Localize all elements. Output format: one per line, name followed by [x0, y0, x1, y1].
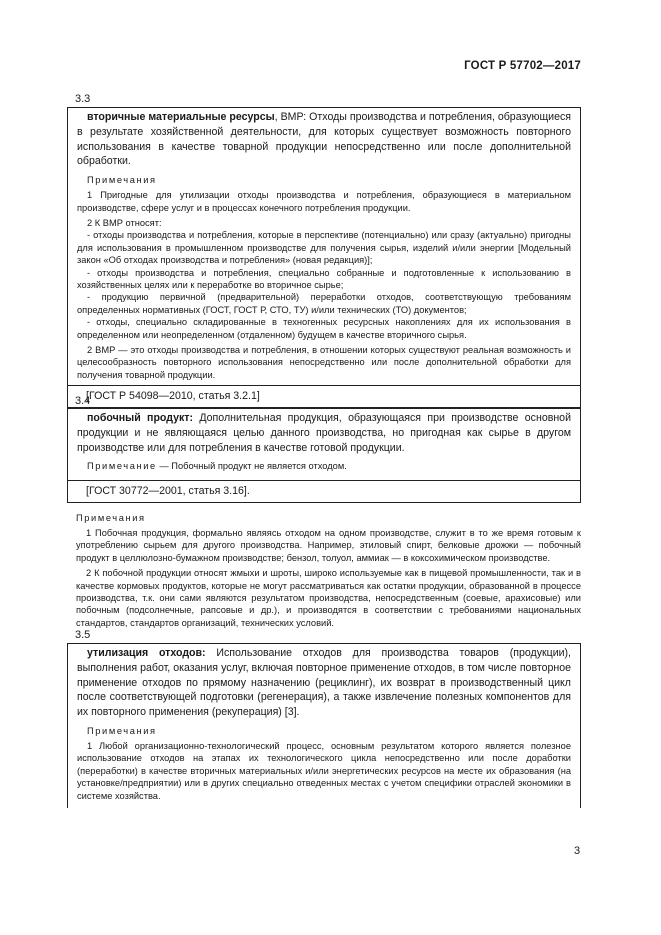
- page-number: 3: [574, 845, 581, 857]
- term-text: Использование отходов для производства товаров (продукции), выполнения работ, оказания услуг, включая повторное применение отходов, в том числе повторное применение отходов по прямому назначению (рециклинг), их возврат в производственный цикл после соответствующей подготовки (регенерация), а также извлечение полезных компонентов для их повторного применения (рекуперация) [3].: [77, 647, 571, 719]
- note-1: 1 Побочная продукция, формально являясь отходом на одном производстве, служит в то же время готовым к употреблению сырьем для другого производства. Например, этиловый спирт, белковые дрожжи — побочный продукт в целлюлозно-бумажном производстве; бензол, толуол, аммиак — в коксохимическом производстве.: [76, 528, 581, 563]
- note-text: — Побочный продукт не является отходом.: [156, 461, 347, 472]
- notes-title: Примечания: [87, 175, 157, 186]
- note-2b: - отходы производства и потребления, специально собранные и подготовленные к использованию в хозяйственных целях или к переработке во вторичное сырье;: [77, 267, 571, 291]
- term-box-3-5: [67, 643, 581, 808]
- term-text: Дополнительная продукция, образующаяся при производстве основной продукции и не являющаяся целью данного производства, но пригодная как сырье в другом производстве или для потребления в качестве готовой продукции.: [77, 412, 571, 454]
- term-number-3-5: 3.5: [75, 629, 91, 641]
- note-1: 1 Пригодные для утилизации отходы производства и потребления, образующиеся в материальном производстве, сфере услуг и в процессах конечного потребления продукции.: [77, 190, 571, 213]
- term-number-3-3: 3.3: [75, 93, 91, 105]
- term-name: побочный продукт:: [87, 412, 194, 424]
- term-name: вторичные материальные ресурсы: [87, 111, 275, 123]
- note-2c: - продукцию первичной (предварительной) переработки отходов, соответствующую требованиям определенных нормативных (ГОСТ, ГОСТ Р, СТО, ТУ) и/или технических (ТО) документов;: [77, 292, 571, 315]
- note-2a: - отходы производства и потребления, которые в перспективе (потенциально) или сразу (актуально) пригодны для использования в промышленном производстве для получения сырья, изделий и/или энергии [Модельный закон «Об отходах производства и потребления» (новая редакция)];: [77, 230, 571, 266]
- term-text: , ВМР: Отходы производства и потребления, образующиеся в результате хозяйственной деятельности, для которых существует возможность повторного использования в качестве товарной продукции непосредственно или после дополнительной обработки.: [77, 111, 571, 168]
- term-definition-3-3: [77, 110, 571, 169]
- note-2: 2 К ВМР относят:: [87, 218, 162, 228]
- term-name: утилизация отходов:: [87, 647, 206, 659]
- term-definition-3-5: [77, 646, 571, 720]
- notes-title: Примечания: [76, 513, 146, 523]
- note-label: Примечание: [87, 461, 157, 472]
- term-box-3-4: [67, 408, 581, 503]
- note-2d: - отходы, специально складированные в техногенных ресурсных накоплениях для их использования в определенном или неопределенном (отдаленном) будущем в качестве вторичного сырья.: [77, 317, 571, 340]
- term-definition-3-4: [77, 411, 571, 455]
- source-reference: [ГОСТ Р 54098—2010, статья 3.2.1]: [68, 385, 580, 403]
- note-2: 2 К побочной продукции относят жмыхи и шроты, широко используемые как в пищевой промышленности, так и в качестве кормовых продуктов, которые не могут рассматриваться как остатки продукции, образованной в процессе производства, т.к. они сами являются результатом производства, непосредственным (соевые, арахисовые) или побочным (подсолнечные, рапсовые и др.), и производятся в соответствии с требованиями национальных стандартов, стандартов организаций, технических условий.: [76, 568, 581, 628]
- note-3: 2 ВМР — это отходы производства и потребления, в отношении которых существуют реальная возможность и целесообразность повторного использования непосредственно или после дополнительной обработки для получения товарной продукции.: [77, 345, 571, 380]
- source-reference: [ГОСТ 30772—2001, статья 3.16].: [68, 480, 580, 498]
- term-number-3-4: 3.4: [75, 395, 91, 407]
- term-box-3-3: [67, 107, 581, 408]
- note-single: [77, 460, 571, 472]
- note-1: 1 Любой организационно-технологический процесс, основным результатом которого является полезное использование отходов на этапах их технологического цикла непосредственно или после доработки (переработки) в качестве вторичных материальных и/или энергетических ресурсов на месте их образования (на установке/предприятии) или в других специально отведенных местах с учетом специфики отраслей экономики в системе хозяйства.: [77, 740, 571, 801]
- document-code: ГОСТ Р 57702—2017: [464, 60, 581, 72]
- notes-title: Примечания: [87, 725, 157, 736]
- notes-after-3-4: [76, 507, 581, 629]
